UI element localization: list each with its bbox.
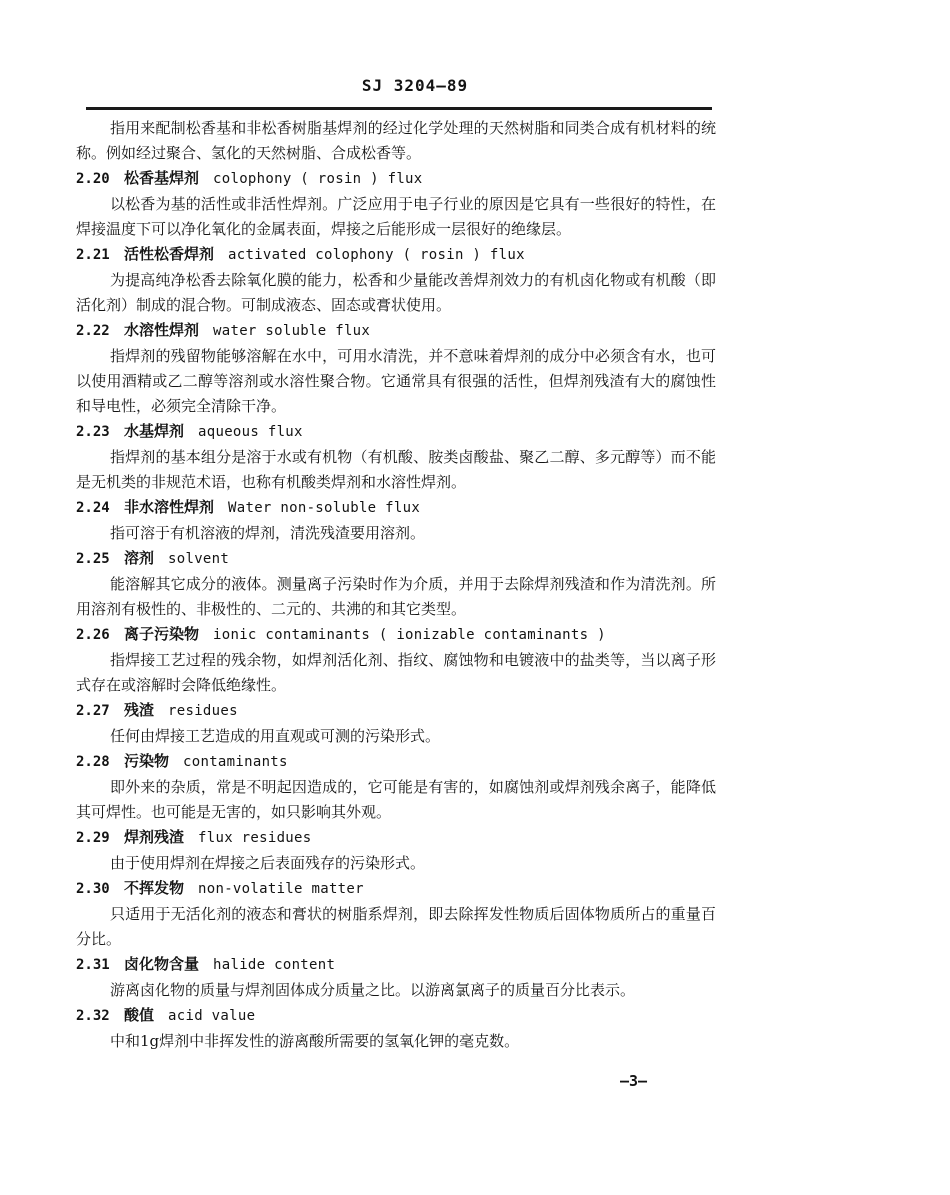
term-entries: [76, 166, 716, 1054]
term-number: 2.24: [76, 500, 110, 516]
term-chinese: 污染物: [124, 752, 170, 770]
term-definition: 以松香为基的活性或非活性焊剂。广泛应用于电子行业的原因是它具有一些很好的特性，在焊接温度下可以净化氧化的金属表面，焊接之后能形成一层很好的绝缘层。: [76, 195, 716, 238]
term-english: non-volatile matter: [198, 881, 364, 897]
term-chinese: 活性松香焊剂: [124, 245, 215, 263]
term-number: 2.30: [76, 881, 110, 897]
term-number: 2.29: [76, 830, 110, 846]
term-heading: [76, 952, 716, 978]
term-chinese: 水溶性焊剂: [124, 321, 200, 339]
term-definition: 即外来的杂质，常是不明起因造成的，它可能是有害的，如腐蚀剂或焊剂残余离子，能降低其可焊性。也可能是无害的，如只影响其外观。: [76, 778, 716, 821]
term-definition: 为提高纯净松香去除氧化膜的能力，松香和少量能改善焊剂效力的有机卤化物或有机酸（即活化剂）制成的混合物。可制成液态、固态或膏状使用。: [76, 271, 716, 314]
term-chinese: 溶剂: [124, 549, 155, 567]
term-english: residues: [168, 703, 238, 719]
term-number: 2.26: [76, 627, 110, 643]
term-heading: [76, 318, 716, 344]
term-definition: 指焊剂的基本组分是溶于水或有机物（有机酸、胺类卤酸盐、聚乙二醇、多元醇等）而不能是无机类的非规范术语，也称有机酸类焊剂和水溶性焊剂。: [76, 448, 716, 491]
term-heading: [76, 419, 716, 445]
term-chinese: 酸值: [124, 1006, 155, 1024]
term-definition: 游离卤化物的质量与焊剂固体成分质量之比。以游离氯离子的质量百分比表示。: [110, 981, 636, 999]
term-english: colophony ( rosin ) flux: [213, 171, 423, 187]
term-definition: 指可溶于有机溶液的焊剂，清洗残渣要用溶剂。: [110, 524, 426, 542]
intro-paragraph: 指用来配制松香基和非松香树脂基焊剂的经过化学处理的天然树脂和同类合成有机材料的统称。例如经过聚合、氢化的天然树脂、合成松香等。: [76, 119, 716, 162]
term-english: halide content: [213, 957, 336, 973]
page-number: —3—: [620, 1072, 648, 1090]
term-number: 2.21: [76, 247, 110, 263]
term-heading: [76, 1003, 716, 1029]
term-definition: 中和1g焊剂中非挥发性的游离酸所需要的氢氧化钾的毫克数。: [110, 1032, 520, 1050]
term-heading: [76, 622, 716, 648]
standard-code-header: SJ 3204—89: [361, 76, 469, 95]
term-heading: [76, 698, 716, 724]
term-heading: [76, 242, 716, 268]
term-chinese: 残渣: [124, 701, 155, 719]
term-english: flux residues: [198, 830, 312, 846]
term-english: solvent: [168, 551, 230, 567]
term-number: 2.22: [76, 323, 110, 339]
term-definition: 能溶解其它成分的液体。测量离子污染时作为介质，并用于去除焊剂残渣和作为清洗剂。所用溶剂有极性的、非极性的、二元的、共沸的和其它类型。: [76, 575, 716, 618]
term-english: acid value: [168, 1008, 256, 1024]
term-chinese: 水基焊剂: [124, 422, 185, 440]
term-english: activated colophony ( rosin ) flux: [228, 247, 525, 263]
term-number: 2.28: [76, 754, 110, 770]
term-english: water soluble flux: [213, 323, 371, 339]
term-number: 2.31: [76, 957, 110, 973]
term-chinese: 松香基焊剂: [124, 169, 200, 187]
document-body: [76, 116, 716, 1054]
term-heading: [76, 825, 716, 851]
term-heading: [76, 876, 716, 902]
term-english: Water non-soluble flux: [228, 500, 421, 516]
term-english: aqueous flux: [198, 424, 303, 440]
term-number: 2.20: [76, 171, 110, 187]
term-chinese: 焊剂残渣: [124, 828, 185, 846]
term-number: 2.27: [76, 703, 110, 719]
term-heading: [76, 749, 716, 775]
term-english: ionic contaminants ( ionizable contaminants ): [213, 627, 606, 643]
header-rule: [86, 107, 712, 110]
term-number: 2.25: [76, 551, 110, 567]
term-chinese: 离子污染物: [124, 625, 200, 643]
term-heading: [76, 166, 716, 192]
term-chinese: 非水溶性焊剂: [124, 498, 215, 516]
term-definition: 任何由焊接工艺造成的用直观或可测的污染形式。: [110, 727, 441, 745]
term-number: 2.23: [76, 424, 110, 440]
term-definition: 指焊接工艺过程的残余物，如焊剂活化剂、指纹、腐蚀物和电镀液中的盐类等，当以离子形式存在或溶解时会降低绝缘性。: [76, 651, 716, 694]
term-chinese: 卤化物含量: [124, 955, 200, 973]
term-definition: 指焊剂的残留物能够溶解在水中，可用水清洗，并不意味着焊剂的成分中必须含有水，也可以使用酒精或乙二醇等溶剂或水溶性聚合物。它通常具有很强的活性，但焊剂残渣有大的腐蚀性和导电性，必须完全清除干净。: [76, 347, 716, 415]
term-chinese: 不挥发物: [124, 879, 185, 897]
term-number: 2.32: [76, 1008, 110, 1024]
term-heading: [76, 495, 716, 521]
term-definition: 只适用于无活化剂的液态和膏状的树脂系焊剂，即去除挥发性物质后固体物质所占的重量百分比。: [76, 905, 716, 948]
term-definition: 由于使用焊剂在焊接之后表面残存的污染形式。: [110, 854, 426, 872]
term-english: contaminants: [183, 754, 288, 770]
term-heading: [76, 546, 716, 572]
